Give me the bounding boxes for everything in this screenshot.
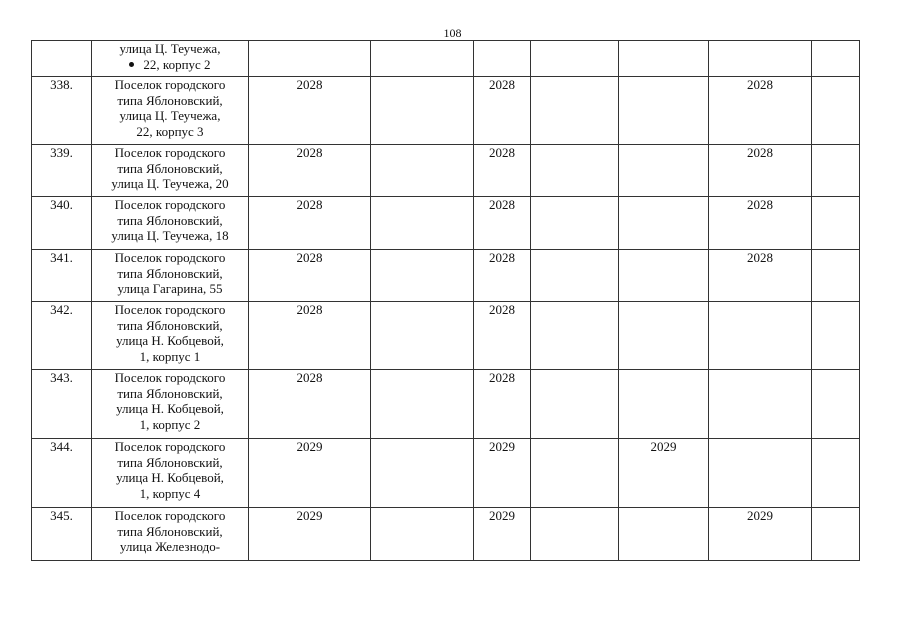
year-cell: 2028: [249, 302, 371, 370]
year-cell: 2028: [474, 302, 531, 370]
year-cell: 2028: [474, 77, 531, 145]
year-cell: 2028: [709, 77, 812, 145]
address-line: 1, корпус 1: [139, 348, 201, 364]
address-cell: [92, 41, 249, 77]
year-cell: [474, 41, 531, 77]
address-line: 1, корпус 4: [139, 485, 201, 501]
year-cell: [619, 302, 709, 370]
year-cell: [812, 508, 860, 561]
year-cell: 2028: [709, 250, 812, 302]
table-row: [32, 302, 860, 370]
year-cell: 2028: [474, 370, 531, 439]
address-line: типа Яблоновский,: [117, 265, 223, 281]
year-cell: [619, 197, 709, 250]
year-cell: [249, 41, 371, 77]
table-row: [32, 250, 860, 302]
year-cell: [619, 508, 709, 561]
year-cell: [812, 250, 860, 302]
year-cell: 2029: [249, 508, 371, 561]
year-cell: [531, 197, 619, 250]
address-line: 22, корпус 3: [136, 123, 204, 139]
address-line: улица Ц. Теучежа, 20: [111, 176, 229, 191]
year-cell: [709, 302, 812, 370]
address-cell: [92, 145, 249, 197]
address-cell: [92, 250, 249, 302]
table-row: [32, 145, 860, 197]
year-cell: [812, 370, 860, 439]
year-cell: [531, 77, 619, 145]
address-line: Поселок городского: [114, 370, 226, 385]
year-cell: [371, 370, 474, 439]
year-cell: 2028: [249, 370, 371, 439]
year-cell: [531, 145, 619, 197]
address-line: типа Яблоновский,: [117, 160, 223, 176]
year-cell: 2028: [709, 145, 812, 197]
year-cell: [531, 439, 619, 508]
address-cell: [92, 508, 249, 561]
year-cell: [812, 41, 860, 77]
address-cell: [92, 197, 249, 250]
row-number-cell: [32, 41, 92, 77]
table-row: [32, 508, 860, 561]
address-cell: [92, 302, 249, 370]
address-line: Поселок городского: [114, 508, 226, 523]
year-cell: [531, 41, 619, 77]
year-cell: [709, 370, 812, 439]
table-row: [32, 439, 860, 508]
row-number-cell: 342.: [32, 302, 92, 370]
table-row: [32, 41, 860, 77]
table-row: [32, 370, 860, 439]
year-cell: [619, 41, 709, 77]
year-cell: 2028: [249, 197, 371, 250]
table-row: [32, 197, 860, 250]
year-cell: [371, 439, 474, 508]
address-line: улица Н. Кобцевой,: [116, 401, 224, 416]
address-cell: [92, 370, 249, 439]
year-cell: [371, 145, 474, 197]
address-line: типа Яблоновский,: [117, 92, 223, 108]
year-cell: [371, 197, 474, 250]
page-number: 108: [443, 26, 462, 40]
row-number-cell: 338.: [32, 77, 92, 145]
address-line: улица Ц. Теучежа,: [119, 108, 221, 123]
address-line: типа Яблоновский,: [117, 212, 223, 228]
row-number-cell: 340.: [32, 197, 92, 250]
row-number-cell: 343.: [32, 370, 92, 439]
bullet-dot-icon: [129, 62, 134, 67]
year-cell: 2028: [249, 77, 371, 145]
address-line: Поселок городского: [114, 250, 226, 265]
address-line: улица Гагарина, 55: [117, 281, 223, 296]
year-cell: 2028: [474, 197, 531, 250]
year-cell: 2028: [709, 197, 812, 250]
address-line: улица Н. Кобцевой,: [116, 333, 224, 348]
year-cell: [619, 77, 709, 145]
address-line: улица Ц. Теучежа,: [119, 41, 221, 56]
address-line: 1, корпус 2: [139, 416, 201, 432]
year-cell: [812, 302, 860, 370]
year-cell: [371, 508, 474, 561]
year-cell: [619, 145, 709, 197]
address-line: типа Яблоновский,: [117, 385, 223, 401]
year-cell: [531, 250, 619, 302]
year-cell: 2028: [474, 250, 531, 302]
year-cell: [709, 439, 812, 508]
year-cell: [371, 250, 474, 302]
year-cell: 2029: [474, 439, 531, 508]
address-line: [92, 57, 248, 73]
address-line: Поселок городского: [114, 145, 226, 160]
year-cell: [619, 250, 709, 302]
row-number-cell: 339.: [32, 145, 92, 197]
year-cell: [371, 41, 474, 77]
year-cell: 2028: [474, 145, 531, 197]
year-cell: [531, 508, 619, 561]
address-line: улица Железнодо-: [119, 539, 221, 554]
year-cell: 2029: [249, 439, 371, 508]
schedule-table: [31, 40, 860, 561]
address-line: типа Яблоновский,: [117, 454, 223, 470]
address-line: типа Яблоновский,: [117, 317, 223, 333]
row-number-cell: 345.: [32, 508, 92, 561]
address-line: улица Ц. Теучежа, 18: [111, 228, 229, 243]
year-cell: 2028: [249, 250, 371, 302]
year-cell: [619, 370, 709, 439]
year-cell: 2029: [474, 508, 531, 561]
address-line: типа Яблоновский,: [117, 523, 223, 539]
address-line: улица Н. Кобцевой,: [116, 470, 224, 485]
year-cell: [812, 439, 860, 508]
address-line: Поселок городского: [114, 302, 226, 317]
address-cell: [92, 439, 249, 508]
address-cell: [92, 77, 249, 145]
year-cell: 2029: [709, 508, 812, 561]
year-cell: [812, 145, 860, 197]
year-cell: [531, 370, 619, 439]
address-line: Поселок городского: [114, 439, 226, 454]
year-cell: [371, 302, 474, 370]
address-line: Поселок городского: [114, 77, 226, 92]
year-cell: [812, 77, 860, 145]
year-cell: [531, 302, 619, 370]
row-number-cell: 344.: [32, 439, 92, 508]
year-cell: [812, 197, 860, 250]
row-number-cell: 341.: [32, 250, 92, 302]
year-cell: [371, 77, 474, 145]
table-row: [32, 77, 860, 145]
year-cell: 2028: [249, 145, 371, 197]
year-cell: 2029: [619, 439, 709, 508]
address-line-text: 22, корпус 2: [143, 56, 211, 72]
address-line: Поселок городского: [114, 197, 226, 212]
year-cell: [709, 41, 812, 77]
